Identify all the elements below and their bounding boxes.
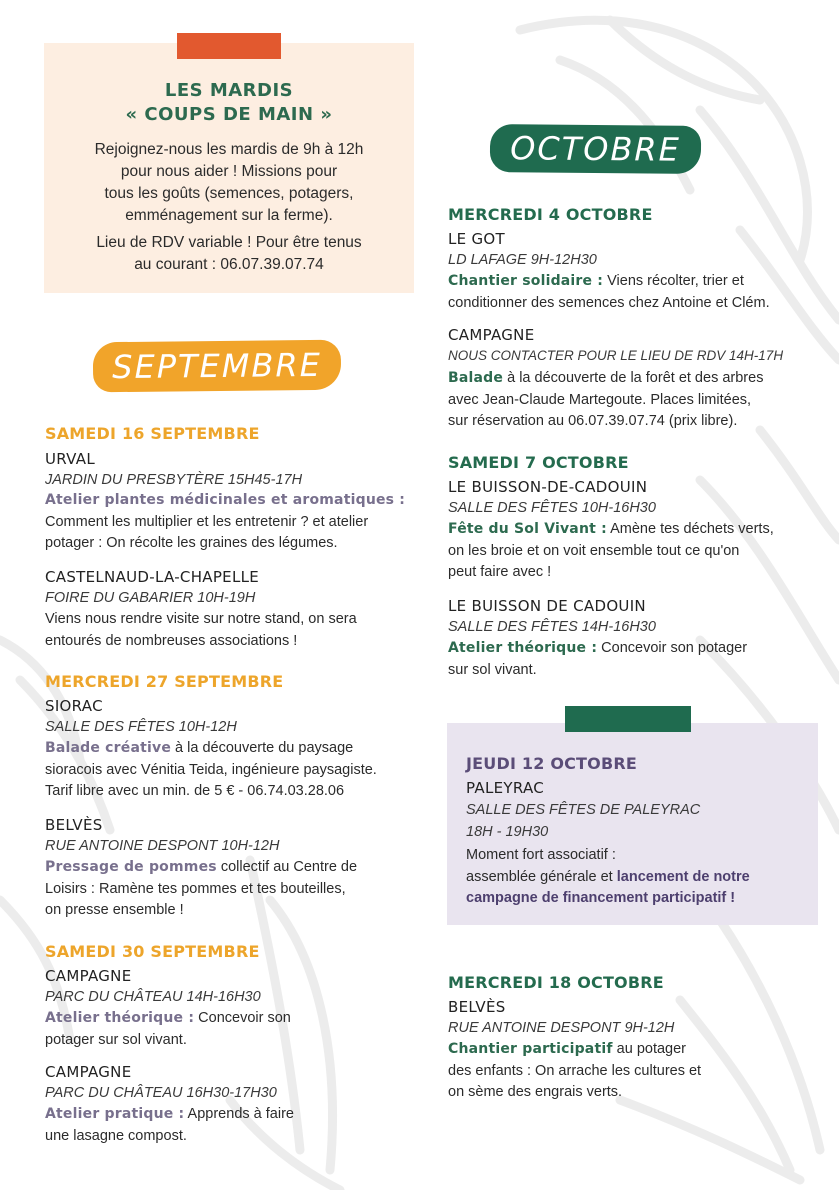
description-line: on presse ensemble ! <box>45 902 184 918</box>
description-line: avec Jean-Claude Martegoute. Places limitées, <box>448 391 752 408</box>
event-location: NOUS CONTACTER POUR LE LIEU DE RDV 14H-17H <box>448 348 784 363</box>
description-text: assemblée générale et <box>466 868 617 885</box>
description-line: Viens nous rendre visite sur notre stand, on sera <box>45 611 357 627</box>
event-date: MERCREDI 4 OCTOBRE <box>448 205 653 224</box>
activity-name: Pressage de pommes <box>45 859 217 875</box>
activity-name: Atelier pratique : <box>45 1106 185 1122</box>
intro-rdv-line: Lieu de RDV variable ! Pour être tenus <box>96 234 362 251</box>
description-line: conditionner des semences chez Antoine et Clém. <box>448 294 770 311</box>
description-line: sur réservation au 06.07.39.07.74 (prix libre). <box>448 413 738 429</box>
event-place: CAMPAGNE <box>448 326 535 344</box>
description-text: Viens récolter, trier et <box>603 273 744 289</box>
intro-text-line: pour nous aider ! Missions pour <box>120 163 338 180</box>
event-place: CAMPAGNE <box>45 1063 132 1081</box>
event-location: SALLE DES FÊTES DE PALEYRAC <box>466 802 701 818</box>
activity-name: Chantier participatif <box>448 1041 613 1057</box>
event-date: SAMEDI 7 OCTOBRE <box>448 453 629 472</box>
intro-card <box>44 43 414 293</box>
event-place: BELVÈS <box>45 816 103 834</box>
highlight-text: campagne de financement participatif ! <box>466 890 736 906</box>
event-location: SALLE DES FÊTES 10H-16H30 <box>448 500 656 516</box>
event-description <box>466 845 811 910</box>
intro-title-line2: « COUPS DE MAIN » <box>125 104 333 125</box>
event-description <box>448 1039 828 1104</box>
activity-name: Atelier plantes médicinales et aromatiques : <box>45 492 406 508</box>
intro-text-line: emménagement sur la ferme). <box>125 207 333 224</box>
intro-text-line: tous les goûts (semences, potagers, <box>104 185 354 202</box>
description-line: on sème des engrais verts. <box>448 1084 623 1100</box>
event-date: MERCREDI 18 OCTOBRE <box>448 973 664 992</box>
event-location: FOIRE DU GABARIER 10H-19H <box>45 590 256 606</box>
description-line: potager : On récolte les graines des légumes. <box>45 535 338 551</box>
description-line: sur sol vivant. <box>448 661 537 678</box>
event-description <box>45 1008 425 1051</box>
green-tape-decoration <box>565 706 691 732</box>
event-place: LE BUISSON DE CADOUIN <box>448 597 646 615</box>
event-date: MERCREDI 27 SEPTEMBRE <box>45 672 284 691</box>
orange-tape-decoration <box>177 33 281 59</box>
activity-name: Atelier théorique : <box>45 1010 195 1026</box>
event-description <box>45 609 425 652</box>
event-location: JARDIN DU PRESBYTÈRE 15H45-17H <box>45 472 303 488</box>
event-description <box>45 857 430 922</box>
event-time: 18H - 19H30 <box>466 824 549 840</box>
event-place: LE BUISSON-DE-CADOUIN <box>448 478 648 496</box>
activity-name: Chantier solidaire : <box>448 273 604 289</box>
event-place: PALEYRAC <box>466 779 545 797</box>
description-line: on les broie et on voit ensemble tout ce qu'on <box>448 542 740 559</box>
event-place: SIORAC <box>45 697 103 715</box>
description-line: une lasagne compost. <box>45 1127 187 1144</box>
event-place: CASTELNAUD-LA-CHAPELLE <box>45 568 260 586</box>
activity-name: Balade créative <box>45 740 172 756</box>
description-text: collectif au Centre de <box>216 859 358 875</box>
description-line: Moment fort associatif : <box>466 847 616 863</box>
event-place: CAMPAGNE <box>45 967 132 985</box>
event-place: URVAL <box>45 450 96 468</box>
description-line: peut faire avec ! <box>448 564 552 580</box>
description-line: entourés de nombreuses associations ! <box>45 632 298 649</box>
description-line: potager sur sol vivant. <box>45 1031 187 1048</box>
event-description <box>448 368 828 433</box>
description-text: à la découverte de la forêt et des arbres <box>503 370 764 386</box>
event-location: RUE ANTOINE DESPONT 9H-12H <box>448 1020 675 1036</box>
description-line: Comment les multiplier et les entretenir ? et atelier <box>45 513 369 530</box>
event-description <box>448 638 828 681</box>
event-description <box>448 271 828 314</box>
event-location: LD LAFAGE 9H-12H30 <box>448 252 597 268</box>
event-location: SALLE DES FÊTES 14H-16H30 <box>448 619 656 635</box>
highlight-text: lancement de notre <box>616 868 750 885</box>
event-place: BELVÈS <box>448 998 506 1016</box>
activity-name: Fête du Sol Vivant : <box>448 521 607 537</box>
event-date: JEUDI 12 OCTOBRE <box>466 754 638 773</box>
month-badge-october: OCTOBRE <box>490 124 701 174</box>
event-place: LE GOT <box>448 230 505 248</box>
activity-name: Balade <box>448 370 504 386</box>
event-description <box>448 519 828 584</box>
event-location: RUE ANTOINE DESPONT 10H-12H <box>45 838 280 854</box>
event-location: PARC DU CHÂTEAU 14H-16H30 <box>45 989 261 1005</box>
description-text: au potager <box>612 1041 687 1057</box>
description-line: Tarif libre avec un min. de 5 € - 06.74.03.28.06 <box>45 783 345 799</box>
event-location: PARC DU CHÂTEAU 16H30-17H30 <box>45 1085 277 1101</box>
description-line: sioracois avec Vénitia Teida, ingénieure paysagiste. <box>45 761 377 778</box>
event-date: SAMEDI 30 SEPTEMBRE <box>45 942 260 961</box>
intro-text-line: Rejoignez-nous les mardis de 9h à 12h <box>94 141 364 158</box>
event-description <box>45 738 430 803</box>
description-line: des enfants : On arrache les cultures et <box>448 1062 702 1079</box>
description-text: Concevoir son <box>194 1010 291 1026</box>
activity-name: Atelier théorique : <box>448 640 598 656</box>
event-description <box>45 490 425 555</box>
event-date: SAMEDI 16 SEPTEMBRE <box>45 424 260 443</box>
month-badge-september: SEPTEMBRE <box>93 340 342 393</box>
description-text: Amène tes déchets verts, <box>606 521 774 537</box>
description-text: à la découverte du paysage <box>171 740 354 756</box>
intro-rdv-line: au courant : 06.07.39.07.74 <box>134 256 324 273</box>
description-text: Concevoir son potager <box>597 640 748 656</box>
description-line: Loisirs : Ramène tes pommes et tes bouteilles, <box>45 880 346 897</box>
intro-title-line1: LES MARDIS <box>164 80 294 101</box>
event-description <box>45 1104 425 1147</box>
event-location: SALLE DES FÊTES 10H-12H <box>45 719 237 735</box>
description-text: Apprends à faire <box>184 1106 294 1122</box>
